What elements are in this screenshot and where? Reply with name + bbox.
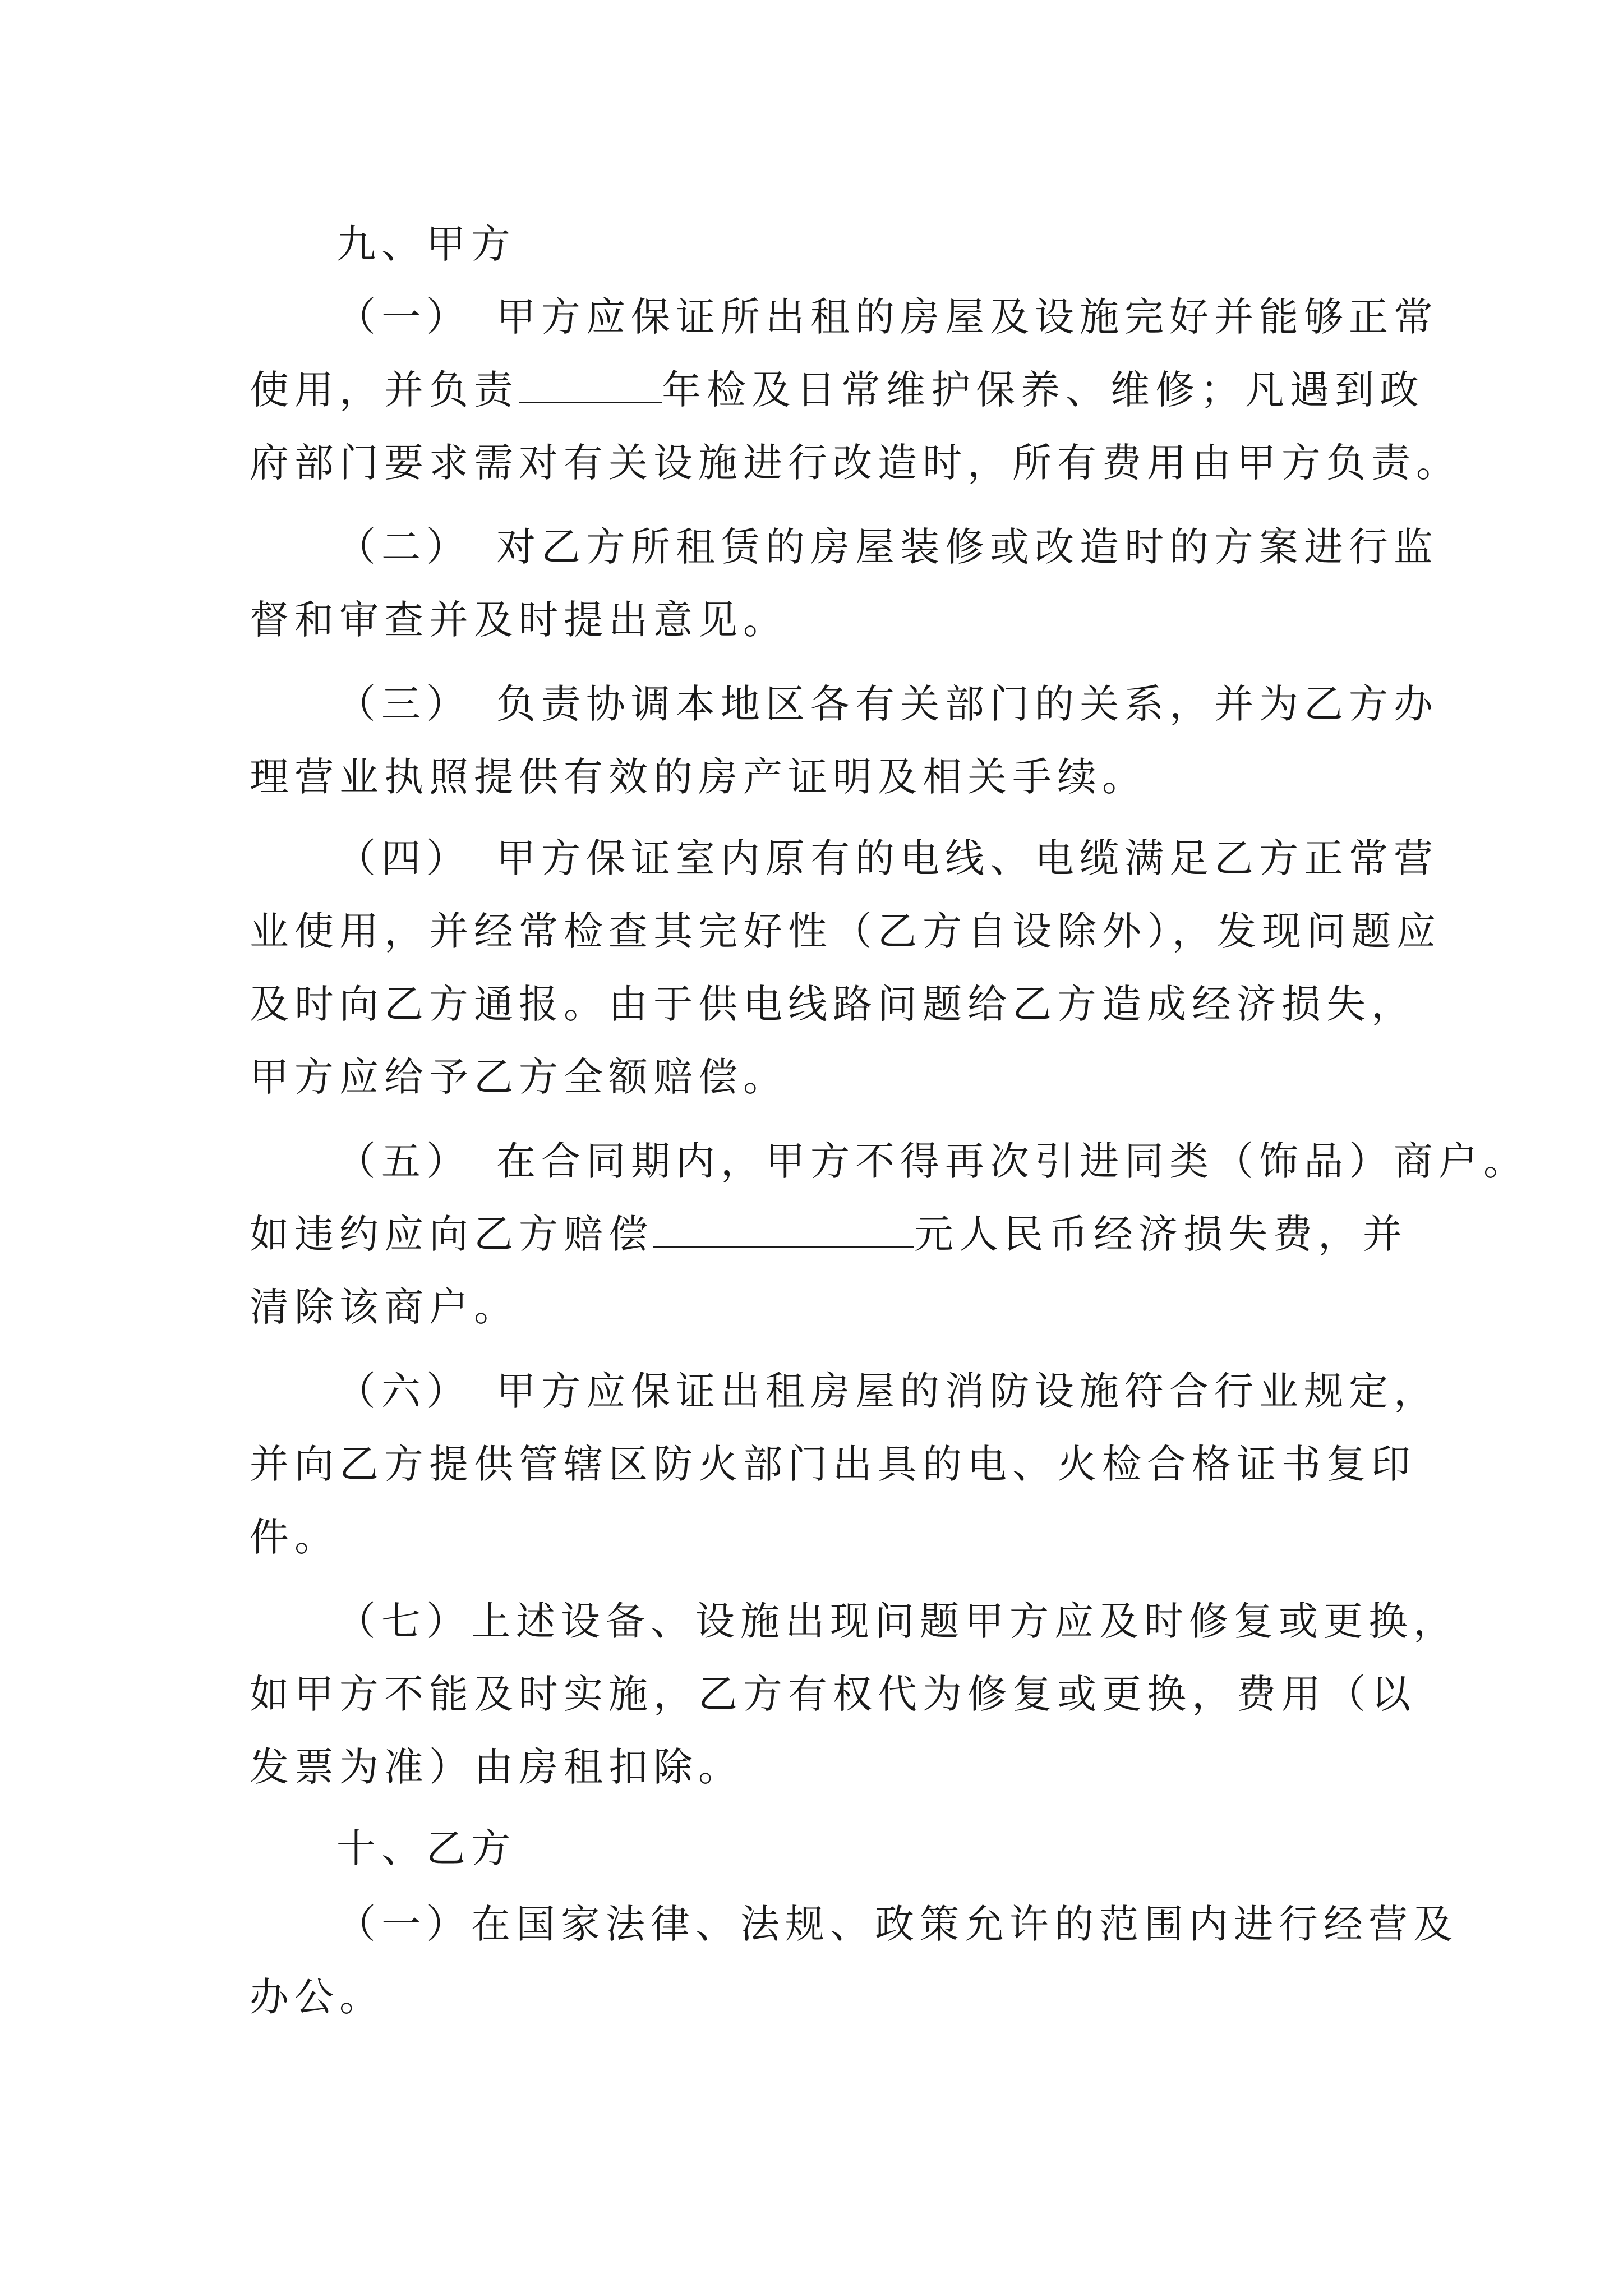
section-heading-party-a: 九、甲方 <box>336 221 516 267</box>
clause-a5-line-2 <box>250 1206 1408 1262</box>
clause-a4-line-1: （四） 甲方保证室内原有的电线、电缆满足乙方正常营 <box>336 835 1438 881</box>
clause-a7-line-2: 如甲方不能及时实施，乙方有权代为修复或更换，费用（以 <box>250 1671 1416 1717</box>
section-heading-party-b: 十、乙方 <box>336 1825 516 1871</box>
clause-a1-line-1: （一） 甲方应保证所出租的房屋及设施完好并能够正常 <box>336 294 1438 340</box>
clause-a6-line-1: （六） 甲方应保证出租房屋的消防设施符合行业规定， <box>336 1368 1438 1414</box>
clause-a7-line-1: （七）上述设备、设施出现问题甲方应及时修复或更换， <box>336 1598 1458 1644</box>
clause-a2-line-1: （二） 对乙方所租赁的房屋装修或改造时的方案进行监 <box>336 524 1438 570</box>
clause-a4-line-3: 及时向乙方通报。由于供电线路问题给乙方造成经济损失， <box>250 981 1416 1027</box>
clause-a3-line-2: 理营业执照提供有效的房产证明及相关手续。 <box>250 754 1147 800</box>
clause-a5-line-1: （五） 在合同期内，甲方不得再次引进同类（饰品）商户。 <box>336 1138 1528 1184</box>
clause-a5-line-3: 清除该商户。 <box>250 1284 519 1330</box>
clause-a1-line-3: 府部门要求需对有关设施进行改造时，所有费用由甲方负责。 <box>250 440 1461 486</box>
clause-b1-line-1: （一）在国家法律、法规、政策允许的范围内进行经营及 <box>336 1901 1458 1947</box>
clause-a2-line-2: 督和审查并及时提出意见。 <box>250 597 788 643</box>
blank-field <box>519 368 662 403</box>
clause-a4-line-4: 甲方应给予乙方全额赔偿。 <box>250 1054 788 1100</box>
clause-a5-line-2-text: 如违约应向乙方赔偿 <box>250 1211 653 1257</box>
clause-a3-line-1: （三） 负责协调本地区各有关部门的关系，并为乙方办 <box>336 681 1438 727</box>
clause-b1-line-2: 办公。 <box>250 1974 384 2020</box>
clause-a4-line-2: 业使用，并经常检查其完好性（乙方自设除外），发现问题应 <box>250 908 1441 954</box>
clause-a1-line-2 <box>250 362 1424 418</box>
blank-field <box>653 1212 914 1248</box>
clause-a5-line-2-text-after: 元人民币经济损失费，并 <box>914 1211 1408 1257</box>
clause-a6-line-2: 并向乙方提供管辖区防火部门出具的电、火检合格证书复印 <box>250 1441 1416 1487</box>
clause-a7-line-3: 发票为准）由房租扣除。 <box>250 1744 743 1790</box>
clause-a1-line-2-text: 使用，并负责 <box>250 367 519 413</box>
clause-a6-line-3: 件。 <box>250 1514 339 1560</box>
clause-a1-line-2-text-after: 年检及日常维护保养、维修；凡遇到政 <box>662 367 1424 413</box>
